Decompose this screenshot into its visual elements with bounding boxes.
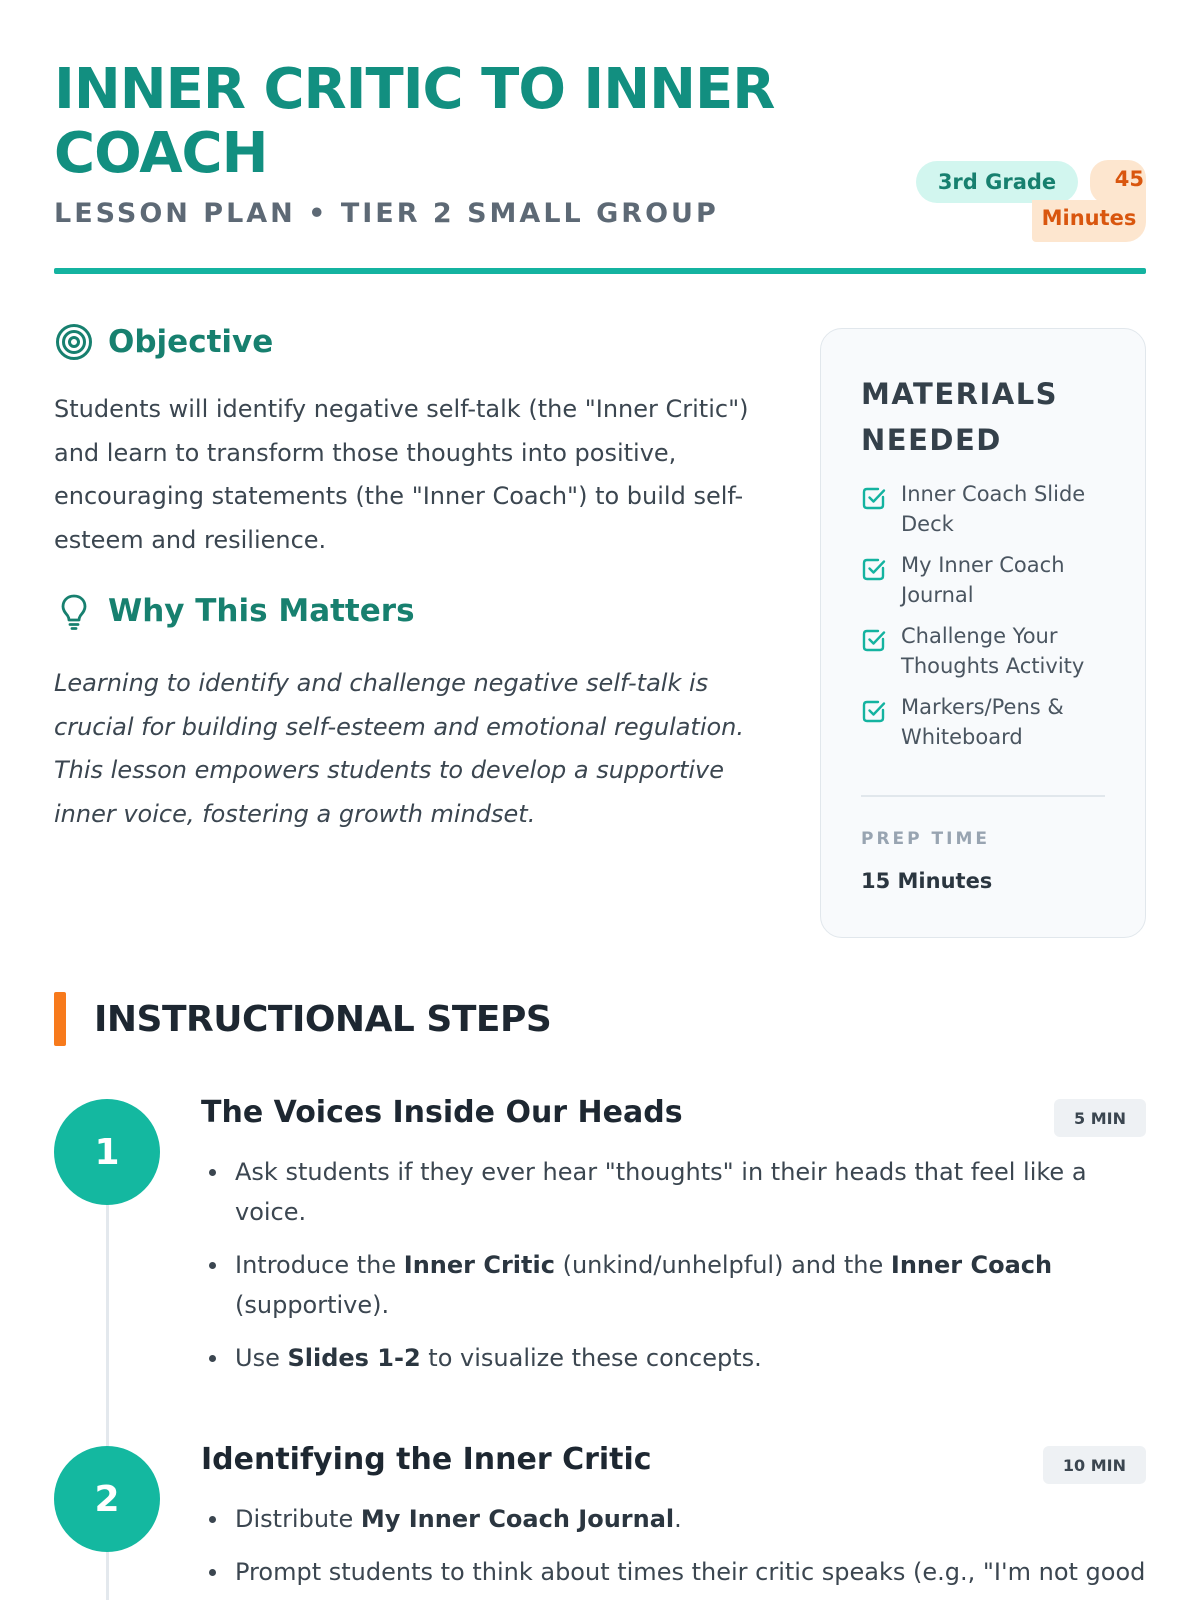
- page-subtitle: LESSON PLAN • TIER 2 SMALL GROUP: [54, 198, 719, 229]
- step-bullet-emphasis: Slides 1-2: [287, 1344, 421, 1372]
- checkbox-icon: [861, 698, 887, 724]
- step-bullet-emphasis: Inner Critic: [403, 1251, 555, 1279]
- materials-divider: [861, 795, 1105, 797]
- step-bullet: [201, 1552, 1146, 1592]
- step-title: Identifying the Inner Critic: [201, 1442, 652, 1477]
- instructional-steps-heading: [54, 992, 551, 1046]
- materials-item-label: Inner Coach Slide Deck: [901, 482, 1086, 536]
- step-bullet-emphasis: My Inner Coach Journal: [360, 1505, 675, 1533]
- materials-item-label: Challenge Your Thoughts Activity: [901, 624, 1085, 678]
- step-bullet-text: Use: [235, 1344, 288, 1372]
- duration-number: 45: [1090, 160, 1146, 204]
- step-bullet: [201, 1152, 1146, 1232]
- checkbox-icon: [861, 627, 887, 653]
- step-number-badge: 1: [54, 1099, 160, 1205]
- objective-heading-label: Objective: [108, 324, 274, 360]
- prep-time-label: PREP TIME: [861, 829, 990, 849]
- step-duration-badge: 5 MIN: [1054, 1099, 1146, 1137]
- duration-unit: Minutes: [1032, 200, 1146, 242]
- step-title: The Voices Inside Our Heads: [201, 1095, 683, 1130]
- checkbox-icon: [861, 485, 887, 511]
- duration-badge: [1036, 160, 1146, 246]
- lightbulb-icon: [54, 591, 94, 631]
- step-duration-badge: 10 MIN: [1043, 1446, 1146, 1484]
- materials-item: [861, 692, 1111, 752]
- page-title: INNER CRITIC TO INNER COACH: [54, 57, 775, 186]
- materials-item-label: My Inner Coach Journal: [901, 553, 1065, 607]
- target-icon: [54, 322, 94, 362]
- step-bullet-text: Ask students if they ever hear "thoughts" in their heads that feel like a voice.: [235, 1158, 1087, 1226]
- heading-accent-bar: [54, 992, 66, 1046]
- step-bullet-text: Introduce the: [235, 1251, 404, 1279]
- step-bullet-text: to visualize these concepts.: [420, 1344, 762, 1372]
- step-bullet: [201, 1338, 1146, 1378]
- step-bullet-text: .: [674, 1505, 682, 1533]
- instructional-steps-label: INSTRUCTIONAL STEPS: [94, 998, 552, 1040]
- objective-heading: [54, 322, 273, 362]
- materials-list: [861, 479, 1111, 763]
- header-divider: [54, 268, 1146, 274]
- why-heading: [54, 591, 415, 631]
- step-bullet-text: Distribute: [235, 1505, 361, 1533]
- step-bullet-text: (unkind/unhelpful) and the: [554, 1251, 891, 1279]
- materials-card: [820, 328, 1146, 938]
- why-heading-label: Why This Matters: [108, 593, 415, 629]
- step-bullets: [201, 1499, 1146, 1600]
- objective-text: Students will identify negative self-talk (the "Inner Critic") and learn to transform those thoughts into positive, encouraging statements (the "Inner Coach") to build self-esteem and resilience.: [54, 395, 749, 554]
- materials-title: MATERIALS NEEDED: [861, 377, 1059, 457]
- step-bullet-text: (supportive).: [235, 1291, 390, 1319]
- lesson-plan-page: [54, 0, 1146, 1600]
- step-bullets: [201, 1152, 1146, 1391]
- checkbox-icon: [861, 556, 887, 582]
- step-bullet: [201, 1499, 1146, 1539]
- grade-badge: 3rd Grade: [916, 161, 1078, 203]
- step-number-badge: 2: [54, 1446, 160, 1552]
- prep-time-value: 15 Minutes: [861, 869, 993, 893]
- materials-item: [861, 550, 1111, 610]
- materials-item: [861, 479, 1111, 539]
- why-text: Learning to identify and challenge negative self-talk is crucial for building self-esteem and emotional regulation. This lesson empowers students to develop a supportive inner voice, fostering a growth mindset.: [54, 669, 745, 828]
- materials-item-label: Markers/Pens & Whiteboard: [901, 695, 1064, 749]
- materials-item: [861, 621, 1111, 681]
- step-bullet: [201, 1245, 1146, 1325]
- step-bullet-emphasis: Inner Coach: [890, 1251, 1053, 1279]
- step-bullet-text: Prompt students to think about times their critic speaks (e.g., "I'm not good: [235, 1558, 1146, 1586]
